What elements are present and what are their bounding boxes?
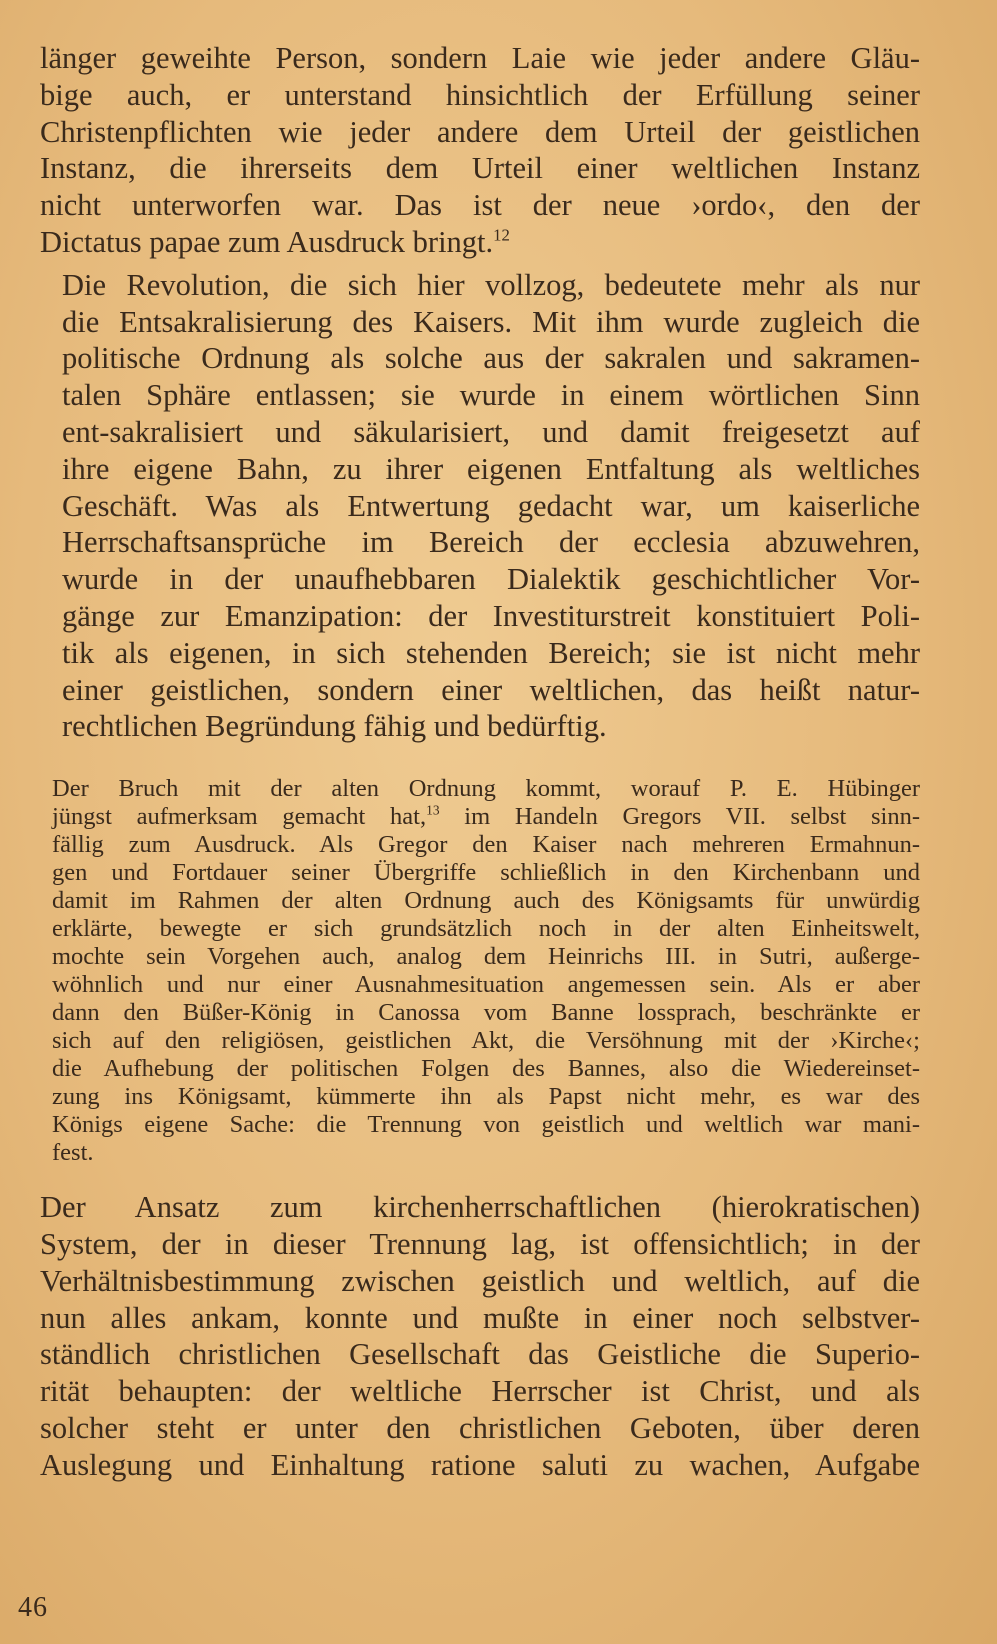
text-line: einer geistlichen, sondern einer weltlichen, das heißt natur- xyxy=(62,672,920,707)
text-segment: im Handeln Gregors VII. selbst sinn- xyxy=(439,803,920,831)
text-line: damit im Rahmen der alten Ordnung auch des Königsamts für unwürdig xyxy=(52,887,920,915)
text-line-last: fest. xyxy=(52,1139,94,1167)
text-line: solcher steht er unter den christlichen Geboten, über deren xyxy=(40,1410,920,1445)
text-line: Königs eigene Sache: die Trennung von geistlich und weltlich war mani- xyxy=(52,1111,920,1139)
text-line: Geschäft. Was als Entwertung gedacht war, um kaiserliche xyxy=(62,488,920,523)
text-line: erklärte, bewegte er sich grundsätzlich noch in der alten Einheitswelt, xyxy=(52,915,920,943)
text-line: wöhnlich und nur einer Ausnahmesituation angemessen sein. Als er aber xyxy=(52,971,920,999)
text-line: gänge zur Emanzipation: der Investiturstreit konstituiert Poli- xyxy=(62,598,920,633)
footnote-ref-12: 12 xyxy=(493,225,510,245)
text-line: ihre eigene Bahn, zu ihrer eigenen Entfaltung als weltliches xyxy=(62,451,920,486)
text-line: System, der in dieser Trennung lag, ist offensichtlich; in der xyxy=(40,1226,920,1261)
text-line-content: Dictatus papae zum Ausdruck bringt. xyxy=(40,224,494,259)
text-line: Die Revolution, die sich hier vollzog, bedeutete mehr als nur xyxy=(62,267,920,302)
text-line: dann den Büßer-König in Canossa vom Banne lossprach, beschränkte er xyxy=(52,999,920,1027)
text-line: nicht unterworfen war. Das ist der neue ›ordo‹, den der xyxy=(40,188,920,223)
text-line: rität behaupten: der weltliche Herrscher ist Christ, und als xyxy=(40,1374,920,1409)
text-line: die Aufhebung der politischen Folgen des Bannes, also die Wiedereinset- xyxy=(52,1055,920,1083)
text-line: nun alles ankam, konnte und mußte in einer noch selbstver- xyxy=(40,1300,920,1335)
text-line: gen und Fortdauer seiner Übergriffe schließlich in den Kirchenbann und xyxy=(52,859,920,887)
footnote-ref-13: 13 xyxy=(426,803,440,818)
paragraph-2 xyxy=(40,267,920,745)
text-line: politische Ordnung als solche aus der sakralen und sakramen- xyxy=(62,341,920,376)
text-segment: jüngst aufmerksam gemacht hat, xyxy=(52,803,427,831)
paragraph-1 xyxy=(40,40,920,261)
text-line: Der Bruch mit der alten Ordnung kommt, worauf P. E. Hübinger xyxy=(52,775,920,803)
page-body xyxy=(40,40,920,1484)
text-line: zung ins Königsamt, kümmerte ihn als Papst nicht mehr, es war des xyxy=(52,1083,920,1111)
text-line: ent-sakralisiert und säkularisiert, und damit freigesetzt auf xyxy=(62,414,920,449)
text-line: Verhältnisbestimmung zwischen geistlich und weltlich, auf die xyxy=(40,1263,920,1298)
text-line: Der Ansatz zum kirchenherrschaftlichen (hierokratischen) xyxy=(40,1190,920,1225)
text-line: ständlich christlichen Gesellschaft das Geistliche die Superio- xyxy=(40,1337,920,1372)
text-line-with-footnote xyxy=(40,803,920,831)
text-line: Auslegung und Einhaltung ratione saluti zu wachen, Aufgabe xyxy=(40,1447,920,1482)
text-line: bige auch, er unterstand hinsichtlich der Erfüllung seiner xyxy=(40,77,920,112)
text-line: Herrschaftsansprüche im Bereich der ecclesia abzuwehren, xyxy=(62,525,920,560)
text-line: sich auf den religiösen, geistlichen Akt, die Versöhnung mit der ›Kirche‹; xyxy=(52,1027,920,1055)
text-line-last: rechtlichen Begründung fähig und bedürftig. xyxy=(62,709,607,744)
page-number: 46 xyxy=(18,1592,48,1623)
text-line: Christenpflichten wie jeder andere dem Urteil der geistlichen xyxy=(40,114,920,149)
text-line: talen Sphäre entlassen; sie wurde in einem wörtlichen Sinn xyxy=(62,378,920,413)
paragraph-3 xyxy=(40,1189,920,1483)
text-line: die Entsakralisierung des Kaisers. Mit ihm wurde zugleich die xyxy=(62,304,920,339)
text-line: tik als eigenen, in sich stehenden Bereich; sie ist nicht mehr xyxy=(62,635,920,670)
text-line: wurde in der unaufhebbaren Dialektik geschichtlicher Vor- xyxy=(62,562,920,597)
small-print-paragraph xyxy=(40,775,920,1167)
text-line: mochte sein Vorgehen auch, analog dem Heinrichs III. in Sutri, außerge- xyxy=(52,943,920,971)
text-line: fällig zum Ausdruck. Als Gregor den Kaiser nach mehreren Ermahnun- xyxy=(52,831,920,859)
text-line: länger geweihte Person, sondern Laie wie jeder andere Gläu- xyxy=(40,41,920,75)
text-line-last xyxy=(40,224,920,261)
text-line: Instanz, die ihrerseits dem Urteil einer weltlichen Instanz xyxy=(40,151,920,186)
